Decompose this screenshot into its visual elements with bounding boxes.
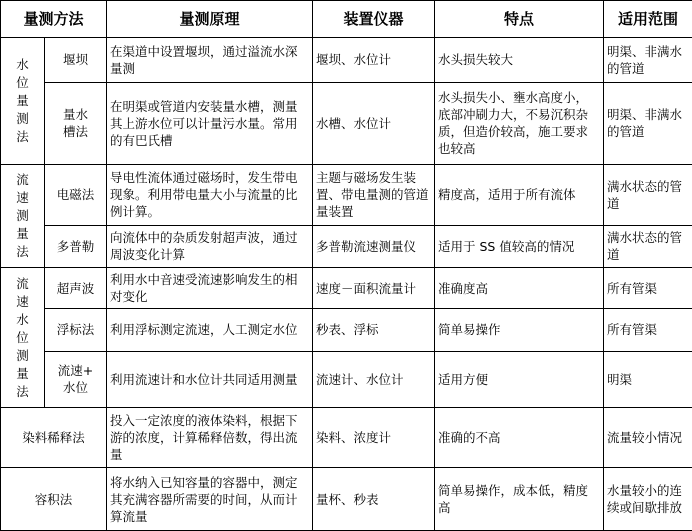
feature-cell: 简单易操作，成本低，精度高 <box>435 468 604 531</box>
principle-cell: 向流体中的杂质发射超声波，通过周波变化计算 <box>107 225 313 267</box>
header-device: 装置仪器 <box>313 1 435 38</box>
principle-cell: 将水纳入已知容量的容器中，测定其充满容器所需要的时间，从而计算流量 <box>107 468 313 531</box>
feature-cell: 准确的不高 <box>435 408 604 468</box>
method-cell: 量水 槽法 <box>45 82 107 165</box>
table-row <box>1 165 692 225</box>
method-cell: 电磁法 <box>45 165 107 225</box>
table-row <box>1 309 692 351</box>
principle-cell: 投入一定浓度的液体染料，根据下游的浓度，计算稀释倍数，得出流量 <box>107 408 313 468</box>
device-cell: 堰坝、水位计 <box>313 38 435 82</box>
header-method: 量测方法 <box>1 1 107 38</box>
device-cell: 主题与磁场发生装置、带电量测的管道量装置 <box>313 165 435 225</box>
feature-cell: 简单易操作 <box>435 309 604 351</box>
header-row <box>1 1 692 38</box>
scope-cell: 明渠、非满水的管道 <box>604 38 692 82</box>
scope-cell: 所有管渠 <box>604 267 692 308</box>
feature-cell: 适用方便 <box>435 351 604 407</box>
principle-cell: 在明渠或管道内安装量水槽，测量其上游水位可以计量污水量。常用的有巴氏槽 <box>107 82 313 165</box>
device-cell: 流速计、水位计 <box>313 351 435 407</box>
table-row <box>1 267 692 308</box>
device-cell: 多普勒流速测量仪 <box>313 225 435 267</box>
method-cell: 流速+ 水位 <box>45 351 107 407</box>
device-cell: 速度－面积流量计 <box>313 267 435 308</box>
table-row <box>1 225 692 267</box>
device-cell: 秒表、浮标 <box>313 309 435 351</box>
feature-cell: 准确度高 <box>435 267 604 308</box>
principle-cell: 在渠道中设置堰坝，通过溢流水深量测 <box>107 38 313 82</box>
device-cell: 量杯、秒表 <box>313 468 435 531</box>
method-cell: 堰坝 <box>45 38 107 82</box>
method-cell: 染料稀释法 <box>1 408 107 468</box>
scope-cell: 满水状态的管道 <box>604 225 692 267</box>
method-cell: 容积法 <box>1 468 107 531</box>
method-cell: 浮标法 <box>45 309 107 351</box>
table-row <box>1 82 692 165</box>
principle-cell: 导电性流体通过磁场时，发生带电现象。利用带电量大小与流量的比例计算。 <box>107 165 313 225</box>
table-row <box>1 38 692 82</box>
scope-cell: 满水状态的管道 <box>604 165 692 225</box>
method-cell: 多普勒 <box>45 225 107 267</box>
device-cell: 水槽、水位计 <box>313 82 435 165</box>
scope-cell: 流量较小情况 <box>604 408 692 468</box>
group-velocity-water-level: 流 速 水 位 测 量 法 <box>1 267 45 407</box>
method-cell: 超声波 <box>45 267 107 308</box>
header-scope: 适用范围 <box>604 1 692 38</box>
header-principle: 量测原理 <box>107 1 313 38</box>
feature-cell: 水头损失较大 <box>435 38 604 82</box>
feature-cell: 适用于 SS 值较高的情况 <box>435 225 604 267</box>
principle-cell: 利用流速计和水位计共同适用测量 <box>107 351 313 407</box>
table-row <box>1 351 692 407</box>
group-water-level: 水 位 量 测 法 <box>1 38 45 165</box>
scope-cell: 明渠、非满水的管道 <box>604 82 692 165</box>
principle-cell: 利用浮标测定流速，人工测定水位 <box>107 309 313 351</box>
scope-cell: 水量较小的连续或间歇排放 <box>604 468 692 531</box>
scope-cell: 所有管渠 <box>604 309 692 351</box>
device-cell: 染料、浓度计 <box>313 408 435 468</box>
table-row <box>1 408 692 468</box>
feature-cell: 水头损失小、壅水高度小，底部冲刷力大，不易沉积杂质，但造价较高，施工要求也较高 <box>435 82 604 165</box>
scope-cell: 明渠 <box>604 351 692 407</box>
header-feature: 特点 <box>435 1 604 38</box>
feature-cell: 精度高，适用于所有流体 <box>435 165 604 225</box>
principle-cell: 利用水中音速受流速影响发生的相对变化 <box>107 267 313 308</box>
table-row <box>1 468 692 531</box>
group-velocity: 流 速 测 量 法 <box>1 165 45 268</box>
